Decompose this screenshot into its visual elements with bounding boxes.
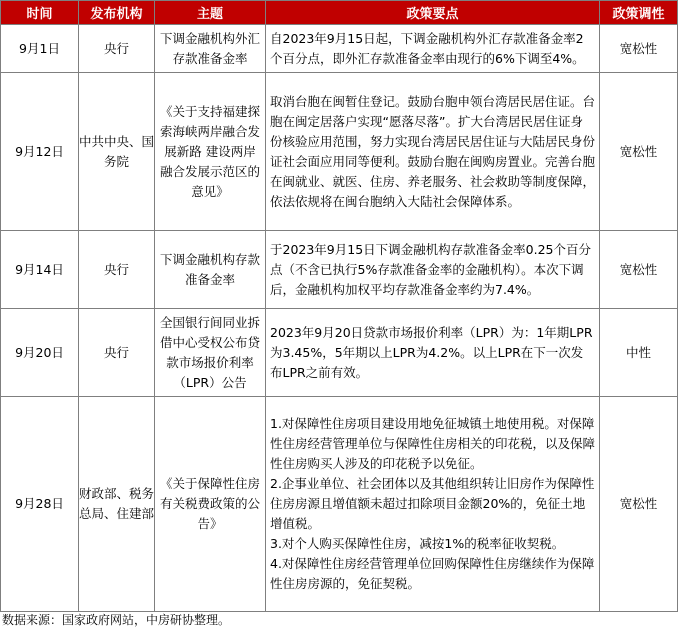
row-date: 9月20日 (1, 309, 79, 397)
table-row (1, 231, 678, 309)
header-tone: 政策调性 (600, 1, 678, 25)
summary-item-3: 3.对个人购买保障性住房，减按1%的税率征收契税。 (270, 536, 565, 551)
row-summary (266, 231, 600, 309)
row-org: 央行 (79, 25, 155, 73)
row-summary (266, 73, 600, 231)
row-tone: 宽松性 (600, 231, 678, 309)
row-org: 财政部、税务总局、住建部 (79, 397, 155, 612)
row-topic: 下调金融机构存款准备金率 (155, 231, 266, 309)
summary-item-4: 4.对保障性住房经营管理单位回购保障性住房继续作为保障性住房房源的，免征契税。 (270, 556, 595, 591)
row-topic: 下调金融机构外汇存款准备金率 (155, 25, 266, 73)
header-org: 发布机构 (79, 1, 155, 25)
table-row (1, 73, 678, 231)
row-tone: 宽松性 (600, 397, 678, 612)
summary-text: 于2023年9月15日下调金融机构存款准备金率0.25个百分点（不含已执行5%存款准备金率的金融机构）。本次下调后，金融机构加权平均存款准备金率约为7.4%。 (270, 241, 592, 297)
table-row (1, 309, 678, 397)
row-summary (266, 25, 600, 73)
row-topic: 全国银行间同业拆借中心受权公布贷款市场报价利率（LPR）公告 (155, 309, 266, 397)
row-topic: 《关于支持福建探索海峡两岸融合发展新路 建设两岸融合发展示范区的意见》 (155, 73, 266, 231)
source-note: 数据来源：国家政府网站，中房研协整理。 (2, 613, 231, 627)
row-org: 央行 (79, 231, 155, 309)
summary-text: 取消台胞在闽暂住登记。鼓励台胞申领台湾居民居住证。台胞在闽定居落户实现“愿落尽落”。扩大台湾居民居住证身份核验应用范围，努力实现台湾居民居住证与大陆居民身份证社会面应用同等便利。鼓励台胞在闽购房置业。完善台胞在闽就业、就医、住房、养老服务、社会救助等制度保障，依法依规将在闽台胞纳入大陆社会保障体系。 (270, 93, 596, 209)
row-summary (266, 309, 600, 397)
row-org: 中共中央、国务院 (79, 73, 155, 231)
table-row (1, 397, 678, 612)
row-topic: 《关于保障性住房有关税费政策的公告》 (155, 397, 266, 612)
row-tone: 宽松性 (600, 73, 678, 231)
header-topic: 主题 (155, 1, 266, 25)
row-date: 9月28日 (1, 397, 79, 612)
summary-text: 自2023年9月15日起，下调金融机构外汇存款准备金率2个百分点，即外汇存款准备金率由现行的6%下调至4%。 (270, 30, 585, 66)
header-date: 时间 (1, 1, 79, 25)
summary-item-2: 2.企事业单位、社会团体以及其他组织转让旧房作为保障性住房房源且增值额未超过扣除项目金额20%的，免征土地增值税。 (270, 476, 595, 531)
table-row (1, 25, 678, 73)
header-summary: 政策要点 (266, 1, 600, 25)
row-date: 9月1日 (1, 25, 79, 73)
summary-text: 2023年9月20日贷款市场报价利率（LPR）为：1年期LPR为3.45%，5年期以上LPR为4.2%。以上LPR在下一次发布LPR之前有效。 (270, 324, 593, 380)
row-org: 央行 (79, 309, 155, 397)
row-date: 9月14日 (1, 231, 79, 309)
summary-item-1: 1.对保障性住房项目建设用地免征城镇土地使用税。对保障性住房经营管理单位与保障性住房相关的印花税，以及保障性住房购买人涉及的印花税予以免征。 (270, 416, 596, 471)
row-summary (266, 397, 600, 612)
header-row (1, 1, 678, 25)
row-date: 9月12日 (1, 73, 79, 231)
row-tone: 宽松性 (600, 25, 678, 73)
row-tone: 中性 (600, 309, 678, 397)
